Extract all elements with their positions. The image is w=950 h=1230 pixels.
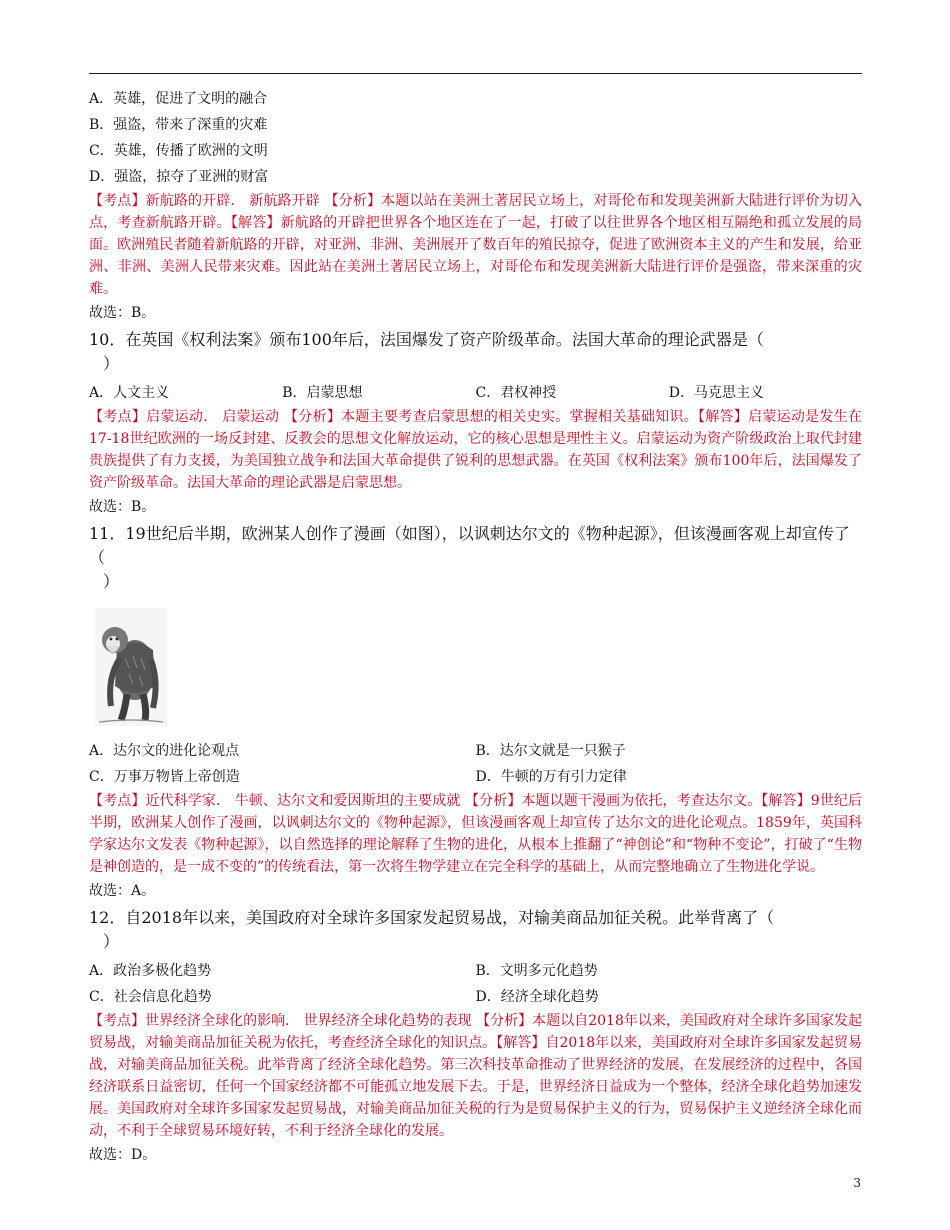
option-d[interactable]: D．强盗，掠夺了亚洲的财富 [89,169,269,185]
answer-paren: ） [103,354,120,373]
answer-line: 故选：B。 [89,499,156,515]
question-12 [89,906,862,1168]
answer-paren: ） [103,572,120,591]
option-b[interactable]: B．达尔文就是一只猴子 [475,743,626,759]
options-row [89,984,862,1010]
option-c[interactable]: C．英雄，传播了欧洲的文明 [89,143,268,159]
analysis-text: 【考点】新航路的开辟． 新航路开辟 【分析】本题以站在美洲土著居民立场上，对哥伦布和发现美洲新大陆进行评价为切入点，考查新航路开辟。【解答】新航路的开辟把世界各个地区连在了一起，打破了以往世界各个地区相互隔绝和孤立发展的局面。欧洲殖民者随着新航路的开辟，对亚洲、非洲、美洲展开了数百年的殖民掠夺，促进了欧洲资本主义的产生和发展，给亚洲、非洲、美洲人民带来灾难。因此站在美洲土著居民立场上，对哥伦布和发现美洲新大陆进行评价是强盗，带来深重的灾难。 [89,193,862,297]
option-b[interactable]: B．文明多元化趋势 [475,963,598,979]
options-row [89,958,862,984]
stem-text: 12．自2018年以来，美国政府对全球许多国家发起贸易战，对输美商品加征关税。此举背离了（ [89,908,775,927]
option-a[interactable]: A．政治多极化趋势 [89,963,212,979]
question-stem [89,906,862,954]
analysis-text: 【考点】近代科学家． 牛顿、达尔文和爱因斯坦的主要成就 【分析】本题以题干漫画为依托，考查达尔文。【解答】9世纪后半期，欧洲某人创作了漫画，以讽刺达尔文的《物种起源》，但该漫画客观上却宣传了达尔文的进化论观点。1859年，英国科学家达尔文发表《物种起源》，以自然选择的理论解释了生物的进化，从根本上推翻了“神创论”和“物种不变论”，打破了“生物是神创造的，是一成不变的”的传统看法，第一次将生物学建立在完全科学的基础上，从而完整地确立了生物进化学说。 [89,793,862,875]
options-row [89,380,862,406]
answer-line: 故选：A。 [89,883,156,899]
option-d[interactable]: D．马克思主义 [668,385,764,401]
option-a[interactable]: A．人文主义 [89,385,170,401]
answer-line: 故选：D。 [89,1147,157,1163]
options-row [89,738,862,764]
question-11 [89,522,862,904]
option-b[interactable]: B．强盗，带来了深重的灾难 [89,117,268,133]
question-stem [89,522,862,594]
stem-text: 11．19世纪后半期，欧洲某人创作了漫画（如图），以讽刺达尔文的《物种起源》，但该漫画客观上却宣传了（ [89,524,850,567]
darwin-ape-cartoon-image [95,608,167,726]
option-c[interactable]: C．万事万物皆上帝创造 [89,769,240,785]
header-rule [89,73,862,74]
analysis-text: 【考点】启蒙运动． 启蒙运动 【分析】本题主要考查启蒙思想的相关史实。掌握相关基础知识。【解答】启蒙运动是发生在17-18世纪欧洲的一场反封建、反教会的思想文化解放运动，它的核心思想是理性主义。启蒙运动为资产阶级政治上取代封建贵族提供了有力支援，为美国独立战争和法国大革命提供了锐利的思想武器。在英国《权利法案》颁布100年后，法国爆发了资产阶级革命。法国大革命的理论武器是启蒙思想。 [89,409,862,491]
option-a[interactable]: A．达尔文的进化论观点 [89,743,240,759]
option-c[interactable]: C．君权神授 [475,385,557,401]
option-c[interactable]: C．社会信息化趋势 [89,989,212,1005]
answer-line: 故选：B。 [89,305,156,321]
question-10 [89,328,862,520]
option-b[interactable]: B．启蒙思想 [282,385,363,401]
stem-text: 10．在英国《权利法案》颁布100年后，法国爆发了资产阶级革命。法国大革命的理论武器是（ [89,330,764,349]
question-stem [89,328,862,376]
options-row [89,764,862,790]
question-9 [89,86,862,326]
analysis-text: 【考点】世界经济全球化的影响． 世界经济全球化趋势的表现 【分析】本题以自2018年以来，美国政府对全球许多国家发起贸易战，对输美商品加征关税为依托，考查经济全球化的知识点。【解答】自2018年以来，美国政府对全球许多国家发起贸易战，对输美商品加征关税。此举背离了经济全球化趋势。第三次科技革命推动了世界经济的发展，在发展经济的过程中，各国经济联系日益密切，任何一个国家经济都不可能孤立地发展下去。于是，世界经济日益成为一个整体，经济全球化趋势加速发展。美国政府对全球许多国家发起贸易战，对输美商品加征关税的行为是贸易保护主义的行为，贸易保护主义逆经济全球化而动，不利于全球贸易环境好转，不利于经济全球化的发展。 [89,1013,862,1139]
option-a[interactable]: A．英雄，促进了文明的融合 [89,91,268,107]
option-d[interactable]: D．经济全球化趋势 [475,989,599,1005]
page-number: 3 [853,1176,861,1190]
answer-paren: ） [103,932,120,951]
option-d[interactable]: D．牛顿的万有引力定律 [475,769,627,785]
page-content [89,86,862,1168]
